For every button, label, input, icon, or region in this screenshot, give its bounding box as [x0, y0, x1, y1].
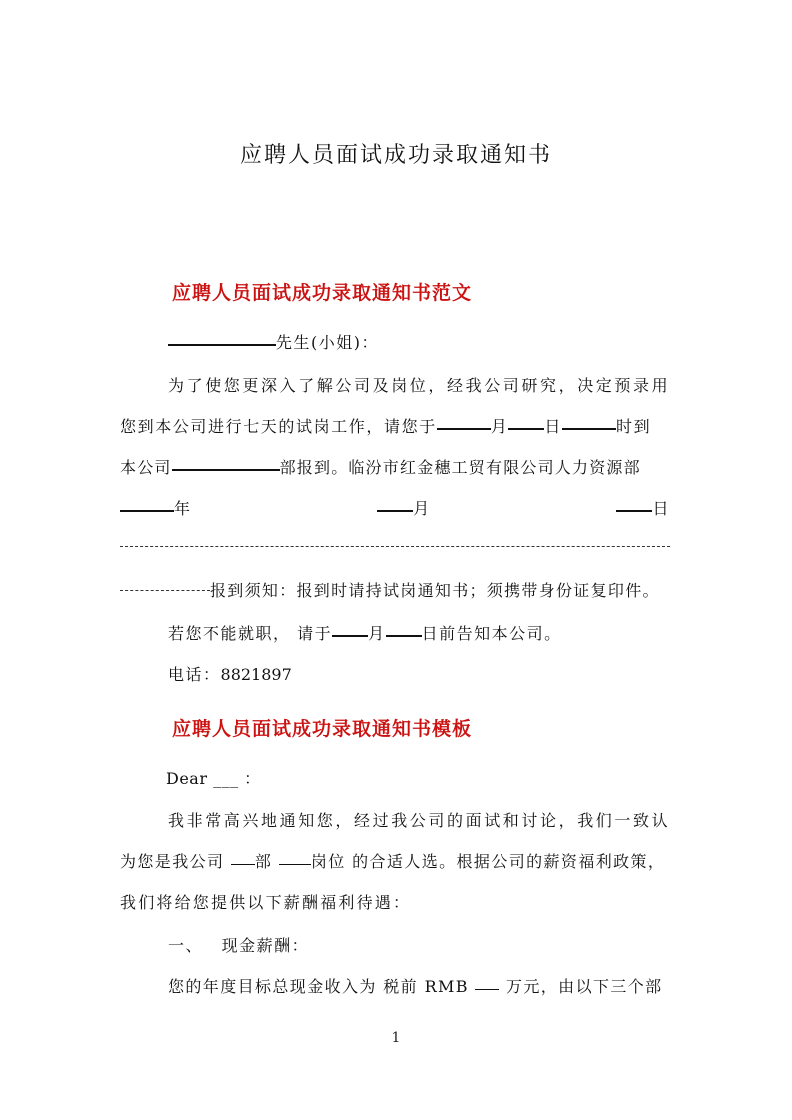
- paragraph-line: 我非常高兴地通知您，经过我公司的面试和讨论，我们一致认: [168, 811, 671, 830]
- paragraph-line: [120, 414, 651, 437]
- item-number: 一、: [168, 936, 204, 955]
- text-span: 岗位: [310, 852, 346, 871]
- document-title: 应聘人员面试成功录取通知书: [239, 143, 552, 168]
- date-year: [120, 496, 192, 519]
- paragraph-line: [168, 974, 663, 997]
- salutation-line: [168, 330, 379, 353]
- text-span: 报到须知：报到时请持试岗通知书；须携带身份证复印件。: [210, 581, 660, 600]
- time-blank: [562, 428, 616, 430]
- text-span: 为您是我公司: [120, 852, 225, 871]
- paragraph-line: 为了使您更深入了解公司及岗位，经我公司研究，决定预录用: [168, 376, 671, 395]
- name-blank: [168, 344, 276, 346]
- list-item-heading: [168, 933, 309, 956]
- text-span: 月: [490, 417, 509, 436]
- month-blank: [377, 510, 413, 512]
- date-line: [120, 496, 670, 519]
- phone-value: 8821897: [220, 665, 292, 684]
- department-blank: [172, 469, 280, 471]
- text-span: 的合适人选。根据公司的薪资福利政策，: [352, 852, 666, 871]
- phone-line: [168, 662, 292, 685]
- paragraph-line: [120, 455, 641, 478]
- section-heading-template: 应聘人员面试成功录取通知书模板: [172, 718, 473, 740]
- paragraph-line: [120, 849, 665, 872]
- month-blank: [437, 428, 491, 430]
- date-day: [616, 496, 670, 519]
- text-span: 万元，由以下三个部: [505, 977, 663, 996]
- text-span: 您的年度目标总现金收入为 税前 RMB: [168, 977, 469, 996]
- salutation-suffix: 先生(小姐)：: [276, 333, 379, 352]
- department-blank: [231, 864, 255, 865]
- text-span: 您到本公司进行七天的试岗工作，请您于: [120, 417, 437, 436]
- page-number: 1: [391, 1030, 401, 1046]
- date-month: [377, 496, 431, 519]
- section-heading-sample: 应聘人员面试成功录取通知书范文: [172, 282, 473, 304]
- text-span: 部: [254, 852, 273, 871]
- dear-blank: ___: [213, 769, 239, 788]
- text-span: 时到: [616, 417, 652, 436]
- day-blank: [386, 635, 422, 637]
- text-span: 日: [544, 417, 563, 436]
- position-blank: [279, 864, 311, 865]
- dear-colon: ：: [244, 769, 261, 788]
- dear-line: [166, 766, 261, 789]
- dear-label: Dear: [166, 769, 208, 788]
- day-blank: [616, 510, 652, 512]
- dashed-lead: [120, 590, 210, 591]
- text-span: 年: [174, 499, 192, 518]
- text-span: 日: [652, 499, 670, 518]
- text-span: 月: [368, 624, 386, 643]
- year-blank: [120, 510, 174, 512]
- text-span: 若您不能就职， 请于: [168, 624, 333, 643]
- notice-line: [120, 578, 660, 601]
- text-span: 月: [413, 499, 431, 518]
- dashed-separator: [120, 546, 670, 547]
- amount-blank: [475, 989, 499, 990]
- decline-line: [168, 621, 562, 644]
- text-span: 本公司: [120, 458, 172, 477]
- paragraph-line: 我们将给您提供以下薪酬福利待遇：: [120, 893, 412, 912]
- phone-label: 电话：: [168, 665, 221, 684]
- day-blank: [508, 428, 544, 430]
- text-span: 部报到。临汾市红金穗工贸有限公司人力资源部: [279, 458, 641, 477]
- text-span: 日前告知本公司。: [421, 624, 562, 643]
- month-blank: [332, 635, 368, 637]
- item-label: 现金薪酬：: [221, 936, 310, 955]
